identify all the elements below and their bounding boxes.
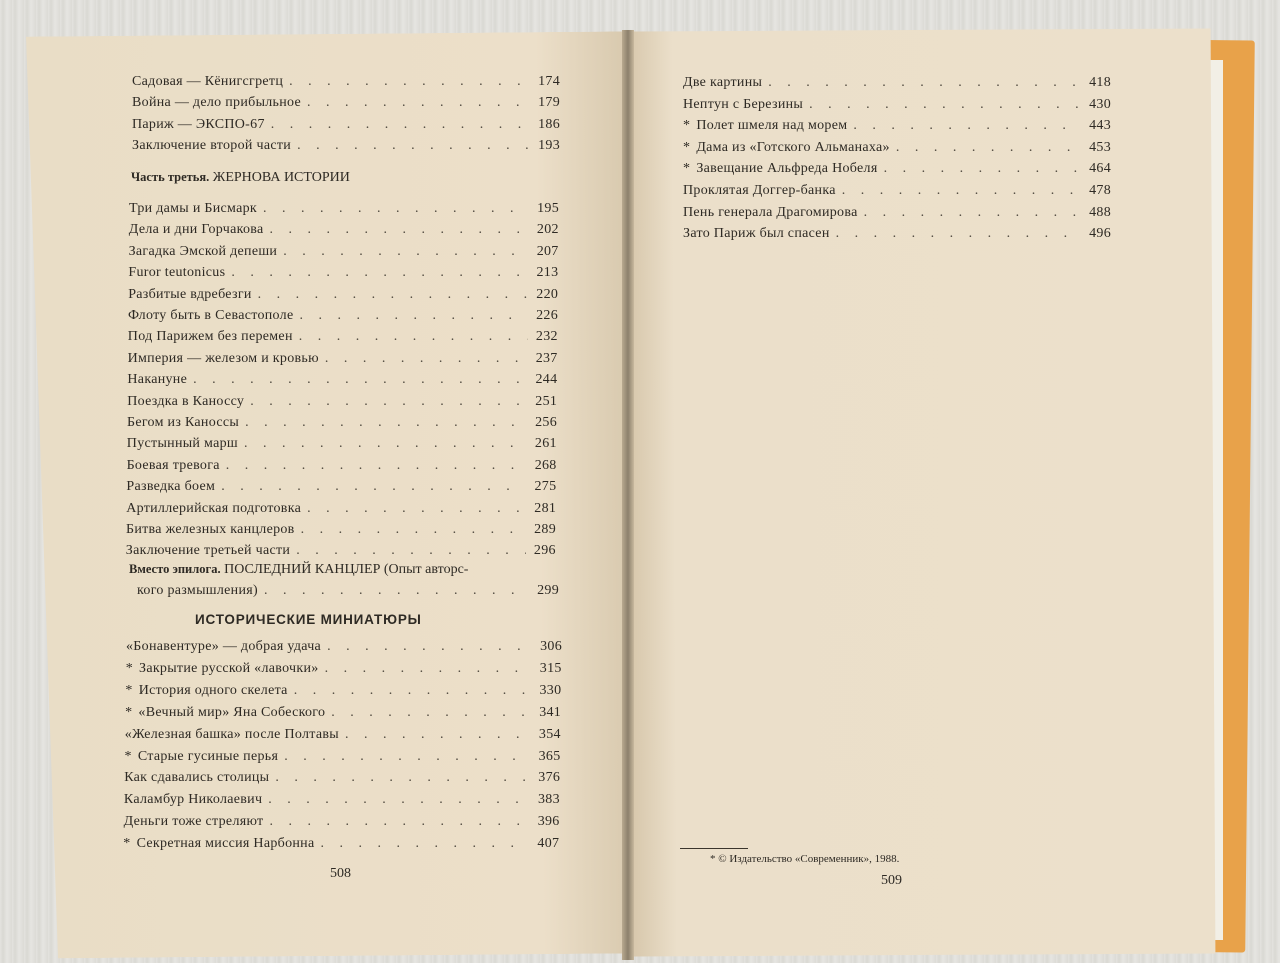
dot-leader [768,75,1081,91]
left-page-number: 508 [330,866,351,881]
dot-leader [275,770,530,786]
toc-entry-page: 376 [538,770,561,786]
dot-leader [221,479,526,495]
dot-leader [864,205,1081,221]
toc-entry-title: Каламбур Николаевич [123,792,263,808]
asterisk-mark: * [124,748,132,764]
toc-entry-title: Дела и дни Горчакова [128,222,264,238]
part-three-heading [131,170,350,186]
toc-entry-page: 213 [536,265,559,281]
toc-entry-page: 330 [539,682,562,698]
toc-entry [683,140,1111,156]
dot-leader [270,222,529,238]
toc-entry-page: 488 [1089,204,1111,220]
toc-entry-title: «Вечный мир» Яна Собеского [138,704,326,720]
book-spine [622,30,634,960]
toc-entry-title: История одного скелета [138,682,288,698]
toc-entry-title: «Бонавентуре» — добрая удача [126,639,322,654]
asterisk-mark: * [125,682,133,698]
dot-leader [263,201,529,217]
toc-entry [683,205,1111,221]
toc-entry-title: Завещание Альфреда Нобеля [696,161,878,177]
toc-entry [127,436,557,452]
toc-entry [126,543,556,559]
dot-leader [884,161,1081,177]
toc-entry [128,287,558,303]
dot-leader [284,749,530,765]
dot-leader [842,183,1081,199]
epilogue-label: Вместо эпилога. [129,562,221,576]
toc-entry-title: Деньги тоже стреляют [123,814,264,830]
toc-entry-title: Империя — железом и кровью [127,350,319,366]
toc-entry-page: 268 [534,457,557,473]
dot-leader [299,329,528,345]
toc-entry-title: Накануне [127,372,188,388]
toc-entry [125,727,561,743]
dot-leader [809,97,1081,113]
toc-entry-page: 232 [535,329,558,345]
toc-entry-page: 261 [534,436,557,452]
toc-entry-title: Зато Париж был спасен [683,226,830,242]
toc-entry-page: 453 [1089,139,1111,155]
toc-entry-page: 478 [1089,183,1111,198]
dot-leader [193,372,527,388]
toc-entry-title: Заключение второй части [132,138,292,153]
dot-leader [226,458,527,474]
dot-leader [307,501,526,517]
toc-entry [124,792,560,808]
toc-entry-page: 418 [1089,75,1111,90]
toc-entry [126,479,556,495]
toc-entry-title: Поездка в Каноссу [127,393,245,409]
right-page-number: 509 [881,873,902,888]
dot-leader [327,639,532,655]
toc-entry [127,415,557,431]
toc-entry-page: 275 [534,479,557,495]
toc-entry [129,201,559,217]
miniatures-section-title: ИСТОРИЧЕСКИЕ МИНИАТЮРЫ [195,612,422,627]
toc-entry [128,351,558,367]
toc-entry [683,118,1111,134]
toc-entry [132,95,560,111]
part-three-label: Часть третья. [131,170,210,184]
toc-entry-page: 315 [539,660,562,676]
toc-entry [128,308,558,324]
toc-entry [126,661,562,677]
epilogue-heading [129,562,468,578]
toc-entry-page: 244 [535,372,558,388]
toc-entry-title: Под Парижем без перемен [127,329,293,345]
toc-entry [132,138,560,154]
toc-entry [683,97,1111,113]
asterisk-mark: * [125,704,133,720]
toc-entry [127,458,557,474]
toc-entry-title: Проклятая Доггер-банка [683,183,836,198]
dot-leader [345,727,531,743]
toc-entry-page: 220 [536,286,559,302]
dot-leader [264,583,529,599]
asterisk-mark: * [683,139,691,155]
toc-entry-page: 396 [537,814,560,830]
toc-entry [126,501,556,517]
toc-entry [683,161,1111,177]
asterisk-mark: * [683,118,691,134]
toc-entry-title: Артиллерийская подготовка [126,500,302,516]
dot-leader [297,138,530,154]
toc-entry [683,226,1111,242]
toc-entry [126,522,556,538]
dot-leader [301,522,526,538]
dot-leader [307,95,530,111]
footnote-rule [680,848,748,849]
toc-entry-page: 365 [538,748,561,764]
dot-leader [896,140,1081,156]
toc-entry [127,394,557,410]
dot-leader [283,244,528,260]
toc-entry-page: 237 [535,350,558,366]
dot-leader [294,683,532,699]
dot-leader [296,543,526,559]
toc-entry-page: 341 [539,704,562,720]
toc-entry-page: 354 [538,726,561,742]
epilogue-line2 [137,583,559,599]
toc-entry [128,329,558,345]
toc-entry-page: 202 [536,222,559,238]
toc-entry [128,265,558,281]
toc-entry-title: Битва железных канцлеров [126,522,295,537]
toc-entry-title: Разбитые вдребезги [128,286,252,302]
dot-leader [250,394,527,410]
toc-entry [125,705,561,721]
toc-entry-page: 207 [536,243,559,259]
toc-entry-title: Боевая тревога [126,457,220,473]
dot-leader [853,118,1081,134]
toc-entry-title: Заключение третьей части [125,543,291,559]
toc-entry-page: 226 [536,308,558,323]
part-three-title: ЖЕРНОВА ИСТОРИИ [212,170,350,185]
toc-entry-page: 464 [1089,161,1111,177]
dot-leader [331,705,531,721]
dot-leader [258,287,529,303]
dot-leader [320,836,529,852]
toc-entry-title: Война — дело прибыльное [132,95,302,110]
dot-leader [289,74,530,90]
toc-entry-page: 186 [538,117,560,132]
toc-entry [683,75,1111,91]
toc-entry-title: Дама из «Готского Альманаха» [696,139,890,155]
toc-entry-title: Полет шмеля над морем [696,118,848,134]
asterisk-mark: * [683,161,691,177]
dot-leader [325,661,532,677]
dot-leader [271,117,530,133]
toc-entry-page: 296 [533,543,556,559]
toc-entry-title: Закрытие русской «лавочки» [139,660,319,676]
dot-leader [269,814,529,830]
toc-entry-title: Секретная миссия Нарбонна [136,836,315,852]
asterisk-mark: * [123,836,131,852]
toc-entry-page: 306 [540,639,562,654]
toc-entry-page: 496 [1089,226,1111,242]
asterisk-mark: * [125,660,133,676]
toc-entry-title: Две картины [683,75,763,90]
dot-leader [244,436,527,452]
toc-entry-page: 179 [538,95,560,110]
dot-leader [245,415,527,431]
toc-entry [123,836,559,852]
dot-leader [299,308,528,324]
toc-entry-page: 430 [1089,96,1111,112]
toc-entry-title: Пустынный марш [126,436,238,452]
toc-entry-title: Париж — ЭКСПО-67 [132,117,265,132]
toc-entry-page: 193 [538,138,560,153]
epilogue-page: 299 [537,583,559,598]
toc-entry-title: Пень генерала Драгомирова [683,204,858,220]
toc-entry [124,770,560,786]
toc-entry-title: Как сдавались столицы [124,770,270,786]
toc-entry-page: 281 [534,500,557,516]
dot-leader [268,792,530,808]
toc-entry [125,683,561,699]
toc-entry-title: Бегом из Каноссы [127,415,240,430]
toc-entry [125,749,561,765]
epilogue-title-line1: ПОСЛЕДНИЙ КАНЦЛЕР (Опыт авторс- [224,562,469,577]
copyright-footnote: * © Издательство «Современник», 1988. [710,853,900,865]
dot-leader [836,226,1081,242]
toc-entry [683,183,1111,199]
dot-leader [325,351,528,367]
toc-entry [129,244,559,260]
toc-entry-page: 174 [538,74,560,89]
toc-entry-title: «Железная башка» после Полтавы [124,726,339,742]
toc-entry-title: Разведка боем [126,479,216,495]
toc-entry-page: 407 [537,836,560,852]
toc-entry-title: Загадка Эмской депеши [128,243,278,259]
epilogue-title-line2: кого размышления) [137,583,258,598]
toc-entry [132,74,560,90]
toc-entry-page: 289 [534,522,556,537]
toc-entry [124,814,560,830]
toc-entry [127,372,557,388]
toc-entry-title: Флоту быть в Севастополе [128,308,294,323]
toc-entry [126,639,562,655]
toc-entry-page: 443 [1089,118,1111,134]
toc-entry [129,222,559,238]
toc-entry-title: Садовая — Кёнигсгретц [132,74,284,89]
toc-entry-page: 256 [535,415,557,430]
toc-entry-title: Старые гусиные перья [137,748,279,764]
toc-entry [132,117,560,133]
toc-entry-title: Furor teutonicus [128,265,226,281]
dot-leader [231,265,528,281]
toc-entry-title: Нептун с Березины [683,96,804,112]
toc-entry-page: 251 [535,393,558,409]
toc-entry-title: Три дамы и Бисмарк [129,201,258,216]
toc-entry-page: 383 [537,792,560,808]
toc-entry-page: 195 [537,201,559,216]
